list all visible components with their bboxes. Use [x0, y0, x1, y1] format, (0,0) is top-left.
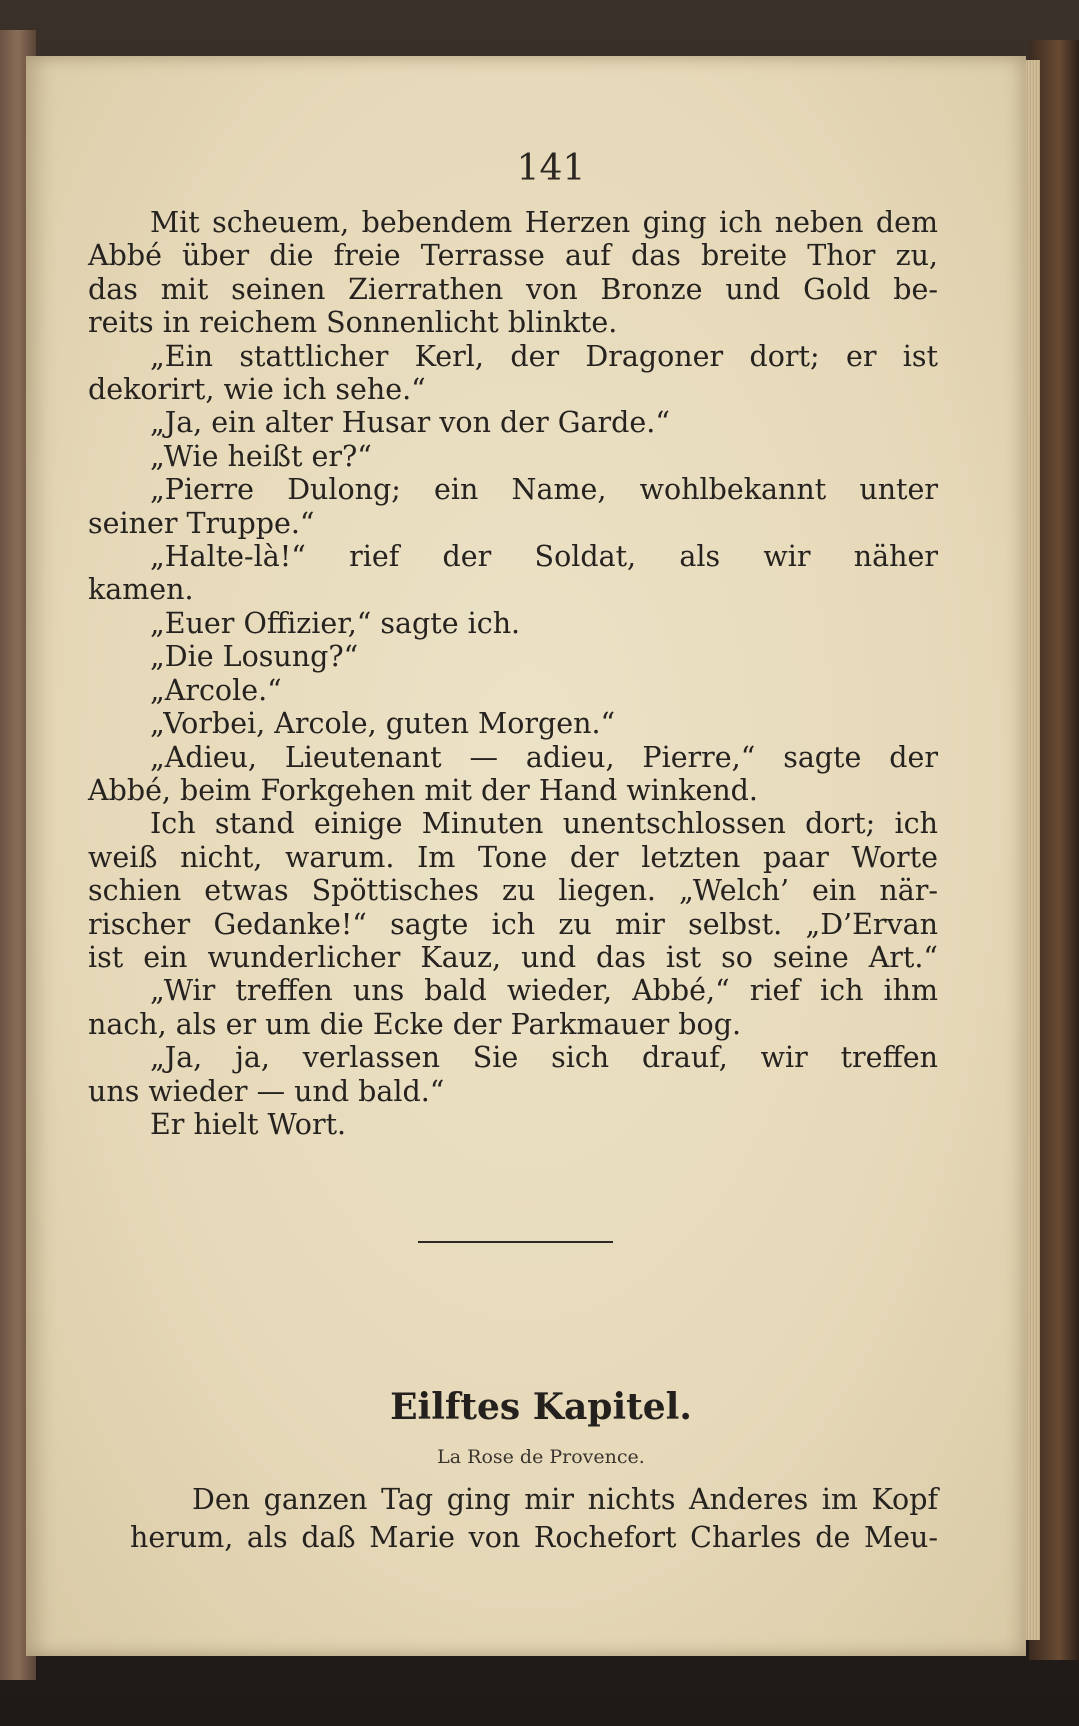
text-line: „Wir treffen uns bald wieder, Abbé,“ rief ich ihm: [150, 974, 938, 1008]
text-line: „Wie heißt er?“: [150, 439, 372, 473]
text-line: dekorirt, wie ich sehe.“: [88, 373, 426, 407]
text-line: ist ein wunderlicher Kauz, und das ist so seine Art.“: [88, 940, 938, 974]
text-line: weiß nicht, warum. Im Tone der letzten paar Worte: [88, 840, 938, 874]
body-text: [88, 206, 938, 1141]
text-line: „Die Losung?“: [150, 640, 359, 674]
page-number: 141: [516, 148, 586, 189]
text-line: schien etwas Spöttisches zu liegen. „Welch’ ein när-: [88, 874, 938, 908]
text-line: Mit scheuem, bebendem Herzen ging ich neben dem: [150, 206, 938, 239]
text-line: „Vorbei, Arcole, guten Morgen.“: [150, 707, 616, 741]
text-line: „Pierre Dulong; ein Name, wohlbekannt unter: [150, 473, 938, 507]
text-line: reits in reichem Sonnenlicht blinkte.: [88, 306, 618, 340]
text-line: Abbé, beim Forkgehen mit der Hand winkend.: [88, 773, 758, 807]
text-line: „Arcole.“: [150, 673, 282, 707]
text-line: nach, als er um die Ecke der Parkmauer bog.: [88, 1007, 742, 1041]
chapter-title: Eilftes Kapitel.: [390, 1386, 692, 1428]
text-line: kamen.: [88, 573, 194, 607]
text-line: „Adieu, Lieutenant — adieu, Pierre,“ sagte der: [150, 740, 938, 774]
text-line: herum, als daß Marie von Rochefort Charles de Meu-: [130, 1521, 938, 1554]
text-line: „Ja, ja, verlassen Sie sich drauf, wir treffen: [150, 1041, 938, 1075]
text-line: „Ein stattlicher Kerl, der Dragoner dort; er ist: [150, 339, 938, 373]
chapter-body-text: [130, 1481, 938, 1557]
text-line: das mit seinen Zierrathen von Bronze und Gold be-: [88, 272, 938, 306]
text-line: Er hielt Wort.: [150, 1107, 347, 1141]
text-line: seiner Truppe.“: [88, 506, 315, 540]
text-line: „Ja, ein alter Husar von der Garde.“: [150, 406, 670, 440]
text-line: Den ganzen Tag ging mir nichts Anderes im Kopf: [192, 1483, 938, 1516]
text-line: rischer Gedanke!“ sagte ich zu mir selbst. „D’Ervan: [88, 907, 938, 941]
chapter-subtitle: La Rose de Provence.: [437, 1446, 645, 1468]
book-page: [26, 56, 1026, 1656]
text-line: „Euer Offizier,“ sagte ich.: [150, 606, 521, 640]
text-line: Abbé über die freie Terrasse auf das breite Thor zu,: [88, 239, 938, 273]
text-line: uns wieder — und bald.“: [88, 1074, 445, 1108]
text-line: Ich stand einige Minuten unentschlossen dort; ich: [150, 807, 938, 841]
section-divider: [418, 1241, 613, 1243]
text-line: „Halte-là!“ rief der Soldat, als wir näher: [150, 540, 938, 574]
